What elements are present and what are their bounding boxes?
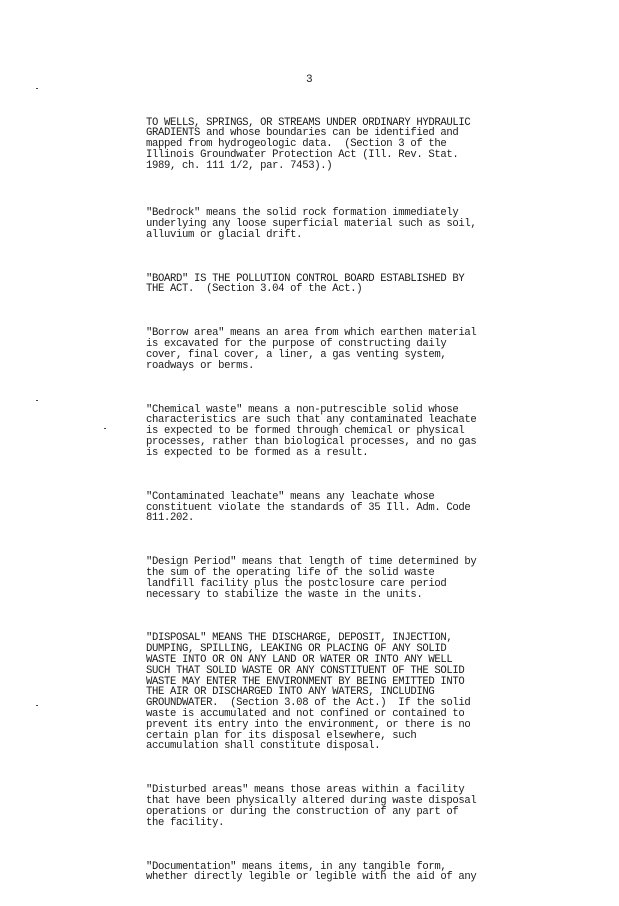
- scan-speck: [36, 705, 38, 706]
- paragraph-disturbed-areas: "Disturbed areas" means those areas within a facility that have been physically altered during waste disposal operations or during the construction of any part of the facility.: [146, 784, 477, 829]
- paragraph-documentation: "Documentation" means items, in any tangible form, whether directly legible or legible with the aid of any: [146, 860, 477, 884]
- scan-speck: [36, 400, 38, 401]
- paragraph-board: "BOARD" IS THE POLLUTION CONTROL BOARD ESTABLISHED BY THE ACT. (Section 3.04 of the Act.): [146, 272, 465, 296]
- scan-speck: [104, 428, 106, 429]
- page-number: 3: [306, 74, 313, 86]
- paragraph-disposal: "DISPOSAL" MEANS THE DISCHARGE, DEPOSIT, INJECTION, DUMPING, SPILLING, LEAKING OR PLACING OF ANY SOLID WASTE INTO OR ON ANY LAND OR WATER OR INTO ANY WELL SUCH THAT SOLID WASTE OR ANY CONSTITUENT OF THE SOLID WASTE MAY ENTER THE ENVIRONMENT BY BEING EMITTED INTO THE AIR OR DISCHARGED INTO ANY WATERS, INCLUDING GROUNDWATER. (Section 3.08 of the Act.) If the solid waste is accumulated and not confined or contained to prevent its entry into the environment, or there is no certain plan for its disposal elsewhere, such accumulation shall constitute disposal.: [146, 632, 471, 753]
- paragraph-borrow-area: "Borrow area" means an area from which earthen material is excavated for the purpose of constructing daily cover, final cover, a liner, a gas venting system, roadways or berms.: [146, 327, 477, 372]
- paragraph-chemical-waste: "Chemical waste" means a non-putrescible solid whose characteristics are such that any contaminated leachate is expected to be formed through chemical or physical processes, rather than biological processes, and no gas is expected to be formed as a result.: [146, 403, 477, 459]
- scan-speck: [36, 88, 38, 89]
- paragraph-aquifer-continuation: TO WELLS, SPRINGS, OR STREAMS UNDER ORDINARY HYDRAULIC GRADIENTS and whose boundaries can be identified and mapped from hydrogeologic data. (Section 3 of the Illinois Groundwater Protection Act (Ill. Rev. Stat. 1989, ch. 111 1/2, par. 7453).): [146, 116, 471, 172]
- paragraph-design-period: "Design Period" means that length of time determined by the sum of the operating life of the solid waste landfill facility plus the postclosure care period necessary to stabilize the waste in the units.: [146, 556, 477, 601]
- body-text: [146, 96, 606, 906]
- paragraph-bedrock: "Bedrock" means the solid rock formation immediately underlying any loose superficial material such as soil, alluvium or glacial drift.: [146, 207, 477, 241]
- paragraph-contaminated-leachate: "Contaminated leachate" means any leachate whose constituent violate the standards of 35 Ill. Adm. Code 811.202.: [146, 490, 471, 525]
